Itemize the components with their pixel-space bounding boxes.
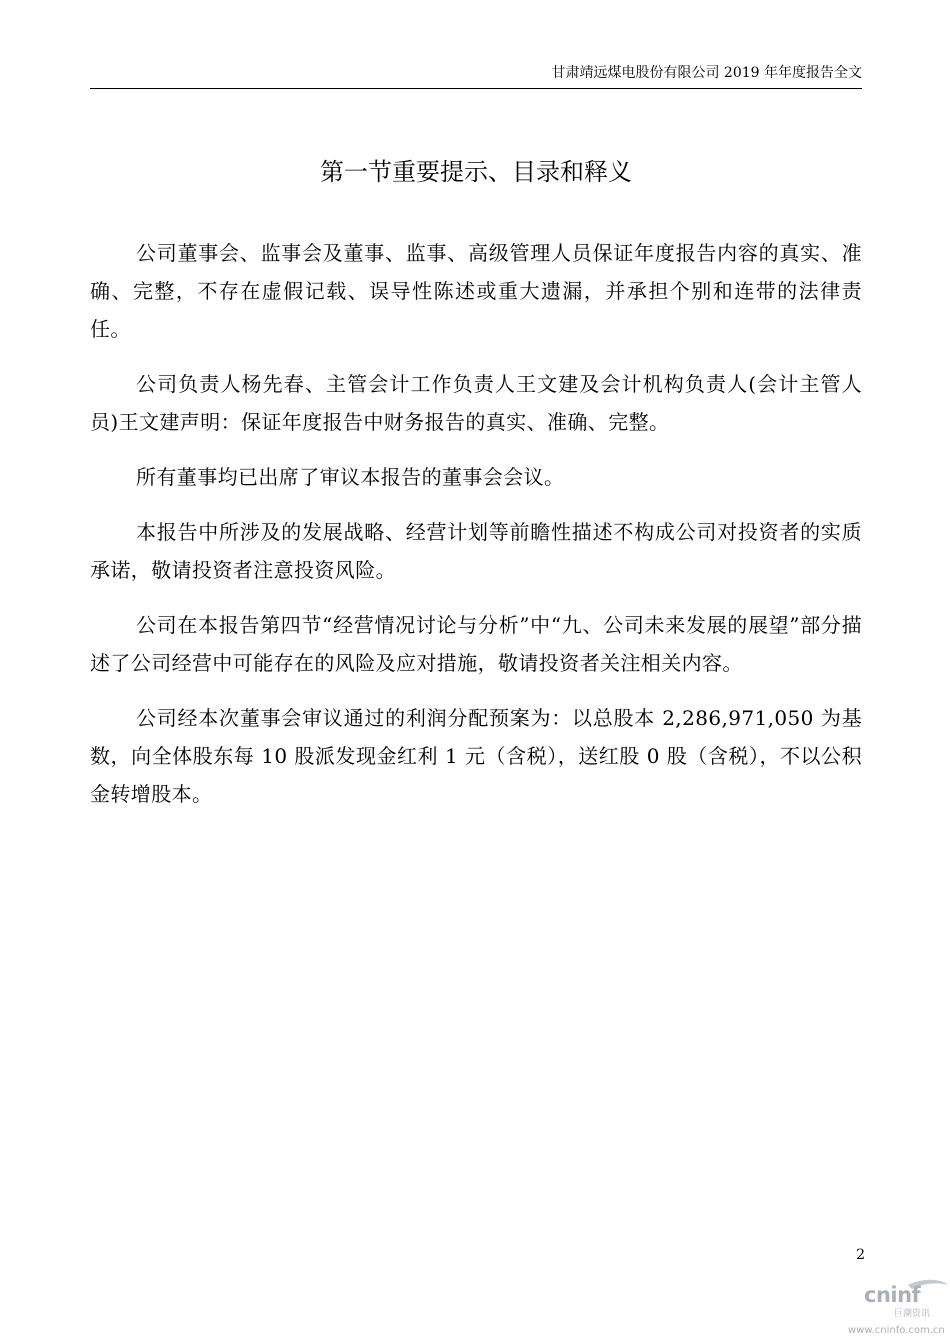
paragraph-board-guarantee: 公司董事会、监事会及董事、监事、高级管理人员保证年度报告内容的真实、准确、完整，不存在虚假记载、误导性陈述或重大遗漏，并承担个别和连带的法律责任。: [90, 241, 862, 341]
paragraph-risk-reference: 公司在本报告第四节“经营情况讨论与分析”中“九、公司未来发展的展望”部分描述了公司经营中可能存在的风险及应对措施，敬请投资者关注相关内容。: [90, 613, 862, 675]
paragraph-responsible-persons: 公司负责人杨先春、主管会计工作负责人王文建及会计机构负责人(会计主管人员)王文建声明：保证年度报告中财务报告的真实、准确、完整。: [90, 372, 862, 434]
running-header: 甘肃靖远煤电股份有限公司 2019 年年度报告全文: [551, 65, 862, 81]
page-number: 2: [856, 1247, 865, 1263]
logo-brand-text: cninf: [864, 1283, 921, 1307]
document-body: [90, 234, 862, 830]
section-title: 第一节重要提示、目录和释义: [320, 158, 632, 186]
paragraph-attendance: 所有董事均已出席了审议本报告的董事会会议。: [136, 465, 565, 489]
cninfo-watermark-logo: [842, 1279, 950, 1341]
header-divider: [90, 88, 862, 89]
logo-url: www.cninfo.com.cn: [848, 1325, 945, 1336]
logo-subtitle: 巨潮资讯: [894, 1309, 931, 1319]
paragraph-profit-distribution: 公司经本次董事会审议通过的利润分配预案为：以总股本 2,286,971,050 为基数，向全体股东每 10 股派发现金红利 1 元（含税），送红股 0 股（含税），不以公积金转增股本。: [90, 706, 862, 806]
paragraph-forward-looking: 本报告中所涉及的发展战略、经营计划等前瞻性描述不构成公司对投资者的实质承诺，敬请投资者注意投资风险。: [90, 520, 862, 582]
